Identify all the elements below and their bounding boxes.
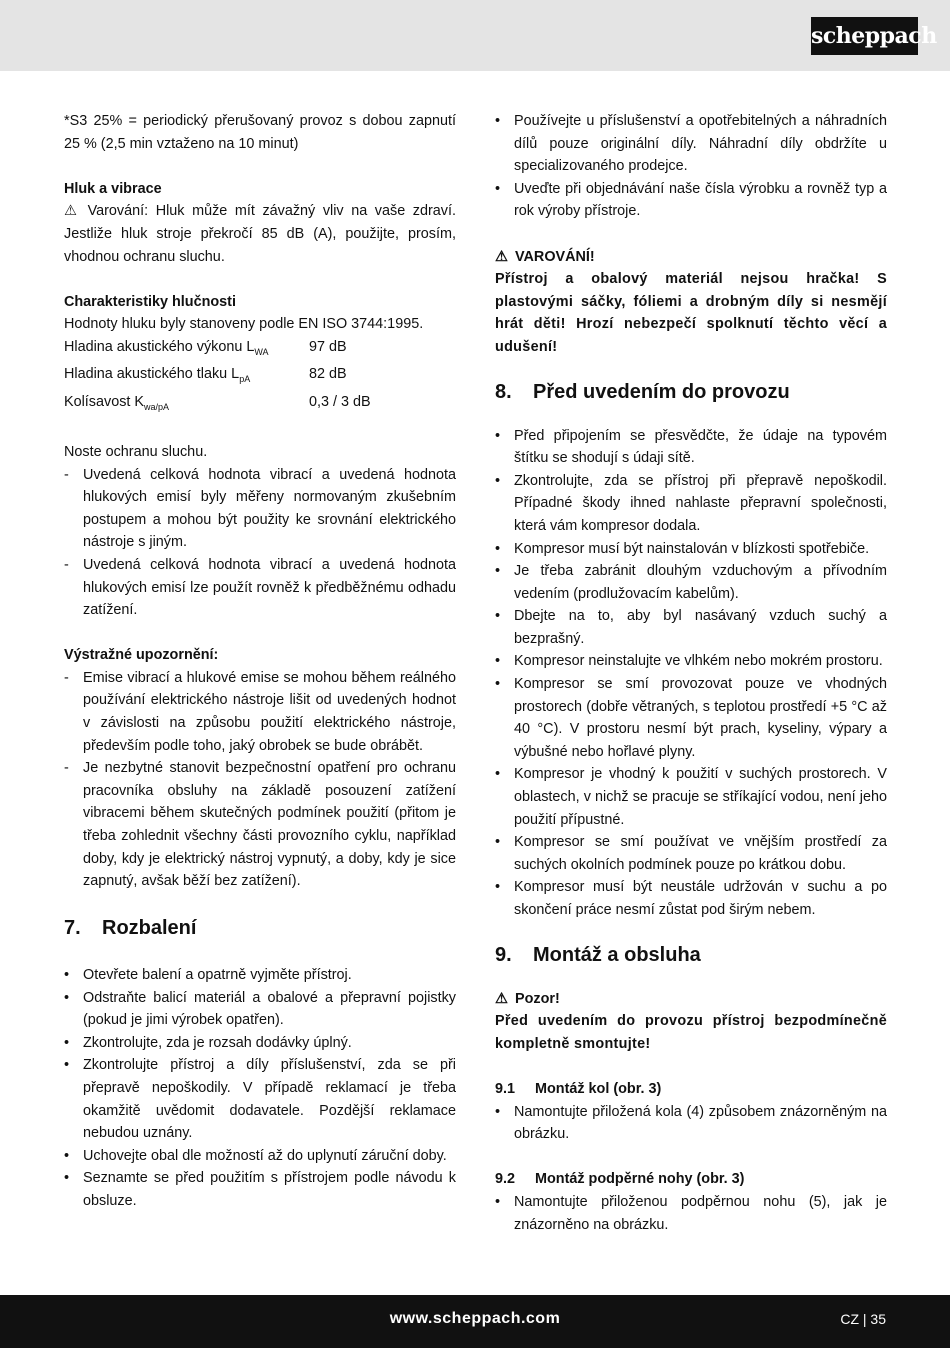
list-item <box>495 1191 887 1236</box>
bullet-icon: • <box>495 1103 501 1120</box>
support-foot-list <box>495 1191 887 1236</box>
list-item <box>495 110 887 178</box>
list-item <box>495 605 887 650</box>
bullet-icon: • <box>495 563 501 580</box>
footer-bar <box>0 1295 950 1348</box>
list-item <box>64 1054 456 1144</box>
noise-row <box>64 391 456 418</box>
list-item-text: Seznamte se před použitím s přístrojem podle návodu k obsluze. <box>83 1170 456 1209</box>
list-item-text: Používejte u příslušenství a opotřebitelných a náhradních dílů pouze originální díly. Náhradní díly obdržíte u specializovaného prodejce. <box>514 113 887 175</box>
list-item-text: Otevřete balení a opatrně vyjměte přístroj. <box>83 967 352 983</box>
bullet-icon: • <box>495 180 501 197</box>
warning-title: VAROVÁNÍ! <box>515 248 595 265</box>
list-item-text: Odstraňte balicí materiál a obalové a přepravní pojistky (pokud je jimi výrobek opatřen). <box>83 989 456 1029</box>
page-number: CZ | 35 <box>840 1311 886 1327</box>
bullet-icon: • <box>64 1147 70 1164</box>
list-item <box>495 763 887 831</box>
bullet-icon: • <box>64 1170 70 1187</box>
list-item <box>495 560 887 605</box>
bullet-icon: • <box>495 113 501 129</box>
list-item <box>495 1101 887 1146</box>
bullet-icon: • <box>64 1057 70 1074</box>
list-item <box>495 673 887 763</box>
list-item <box>495 650 887 673</box>
noise-value: 0,3 / 3 dB <box>309 393 371 410</box>
subsection-number: 9.1 <box>495 1080 516 1097</box>
caution-title: Pozor! <box>515 990 560 1007</box>
list-item-text: Kompresor se smí provozovat pouze ve vhodných prostorech (dobře větraných, s teplotou prostředí +5 °C až 40 °C). V prostoru nesmí být prach, kyseliny, výpary a výbušné nebo hořlavé plyny. <box>514 676 887 760</box>
dash-icon: - <box>64 760 69 777</box>
list-item-text: Dbejte na to, aby byl nasávaný vzduch suchý a bezprašný. <box>514 608 887 647</box>
list-item-text: Je třeba zabránit dlouhým vzduchovým a přívodním vedením (prodlužovacím kabelům). <box>514 563 887 602</box>
section-title: Před uvedením do provozu <box>533 380 790 403</box>
subsection-9-2-heading <box>495 1168 887 1191</box>
unpacking-list <box>64 964 456 1213</box>
list-item-text: Uvedená celková hodnota vibrací a uvedená hodnota hlukových emisí byly měřeny normovaným zkušebním postupem a mohou být použity ke srovnání elektrického nástroje s jiným. <box>83 466 456 551</box>
list-item-text: Emise vibrací a hlukové emise se mohou během reálného používání elektrického nástroje lišit od uvedených hodnot v závislosti na způsobu použití elektrického nástroje, především podle toho, jaký obrobek se bude obrábět. <box>83 669 456 754</box>
noise-row <box>64 363 456 390</box>
section-title: Rozbalení <box>102 917 197 940</box>
warning-triangle-icon: ⚠ <box>495 248 508 265</box>
list-item-text: Zkontrolujte, zda je rozsah dodávky úplný. <box>83 1034 352 1051</box>
list-item <box>64 1145 456 1168</box>
list-item-text: Uchovejte obal dle možností až do uplynutí záruční doby. <box>83 1147 447 1164</box>
left-column <box>64 110 456 1213</box>
list-item <box>64 464 456 554</box>
list-item-text: Uveďte při objednávání naše čísla výrobku a rovněž typ a rok výroby přístroje. <box>514 180 887 220</box>
section-8-heading <box>495 379 887 405</box>
section-number: 9. <box>495 943 512 966</box>
noise-characteristics-heading: Charakteristiky hlučnosti <box>64 293 236 310</box>
noise-warning-paragraph <box>64 200 456 268</box>
list-item <box>64 1167 456 1212</box>
list-item <box>64 757 456 893</box>
noise-standard: Hodnoty hluku byly stanoveny podle EN ISO 3744:1995. <box>64 316 424 333</box>
noise-label <box>64 363 309 390</box>
packaging-warning-text: Přístroj a obalový materiál nejsou hračka! S plastovými sáčky, fóliemi a drobným díly si nesmějí hrát děti! Hrozí nebezpečí spolknutí těchto věcí a udušení! <box>495 271 887 355</box>
list-item <box>495 831 887 876</box>
hearing-list <box>64 464 456 622</box>
noise-warning-text: Varování: Hluk může mít závažný vliv na vaše zdraví. Jestliže hluk stroje překročí 85 dB (A), použijte, prosím, vhodnou ochranu sluchu. <box>64 203 456 265</box>
list-item <box>495 425 887 470</box>
list-item <box>495 876 887 921</box>
noise-label-text: Hladina akustického výkonu L <box>64 338 255 355</box>
bullet-icon: • <box>495 540 501 557</box>
bullet-icon: • <box>495 834 501 851</box>
s3-note: *S3 25% = periodický přerušovaný provoz s dobou zapnutí 25 % (2,5 min vztaženo na 10 minut) <box>64 113 456 152</box>
bullet-icon: • <box>495 472 501 489</box>
subsection-title: Montáž kol (obr. 3) <box>535 1080 662 1097</box>
noise-label <box>64 391 309 418</box>
list-item <box>64 987 456 1032</box>
list-item-text: Namontujte přiložená kola (4) způsobem znázorněným na obrázku. <box>514 1103 887 1143</box>
wheel-assembly-list <box>495 1101 887 1146</box>
list-item-text: Namontujte přiloženou podpěrnou nohu (5), jak je znázorněno na obrázku. <box>514 1193 887 1233</box>
caution-heading <box>495 988 887 1011</box>
subsection-number: 9.2 <box>495 1171 516 1188</box>
noise-values-table <box>64 336 456 418</box>
noise-value: 82 dB <box>309 366 347 383</box>
list-item <box>495 178 887 223</box>
before-operation-list <box>495 425 887 922</box>
dash-icon: - <box>64 466 69 483</box>
dash-icon: - <box>64 669 69 686</box>
section-number: 7. <box>64 917 81 940</box>
warning-triangle-icon: ⚠ <box>495 990 508 1007</box>
spare-parts-list <box>495 110 887 223</box>
list-item <box>64 964 456 987</box>
subsection-title: Montáž podpěrné nohy (obr. 3) <box>535 1171 745 1188</box>
list-item-text: Uvedená celková hodnota vibrací a uvedená hodnota hlukových emisí lze použít rovněž k předběžnému odhadu zatížení. <box>83 556 456 619</box>
section-title: Montáž a obsluha <box>533 943 701 966</box>
list-item-text: Kompresor musí být neustále udržován v suchu a po skončení práce nesmí zůstat pod širým nebem. <box>514 879 887 918</box>
right-column <box>495 110 887 1236</box>
list-item <box>64 554 456 622</box>
list-item-text: Před připojením se přesvědčte, že údaje na typovém štítku se shodují s údaji sítě. <box>514 427 887 467</box>
list-item-text: Kompresor je vhodný k použití v suchých prostorech. V oblastech, v nichž se pracuje se stříkající vodou, není jeho použití přípustné. <box>514 766 887 828</box>
list-item <box>64 1032 456 1055</box>
dash-icon: - <box>64 556 69 573</box>
noise-label-text: Hladina akustického tlaku L <box>64 366 240 383</box>
list-item-text: Zkontrolujte, zda se přístroj při přepravě nepoškodil. Případné škody ihned nahlaste přepravní společnosti, která vám kompresor dodala. <box>514 472 887 534</box>
noise-label-subscript: WA <box>254 346 269 357</box>
list-item-text: Kompresor se smí používat ve vnějším prostředí za suchých okolních podmínek pouze po krátkou dobu. <box>514 834 887 873</box>
noise-value: 97 dB <box>309 338 347 355</box>
list-item-text: Kompresor neinstalujte ve vlhkém nebo mokrém prostoru. <box>514 653 883 670</box>
warning-triangle-icon: ⚠ <box>64 203 77 220</box>
bullet-icon: • <box>495 879 501 896</box>
noise-row <box>64 336 456 363</box>
list-item-text: Zkontrolujte přístroj a díly příslušenství, zda se při přepravě nepoškodily. V případě reklamací je třeba okamžitě uvědomit dodavatele. Pozdější reklamace nebudou uznány. <box>83 1057 456 1142</box>
list-item-text: Je nezbytné stanovit bezpečnostní opatření pro ochranu pracovníka obsluhy na základě posouzení zatížení vibracemi během skutečných podmínek použití (přitom je třeba zohlednit všechny části provozního cyklu, například doby, kdy je elektrický nástroj vypnutý, a doby, kdy je sice zapnutý, avšak běží bez zatížení). <box>83 760 456 890</box>
bullet-icon: • <box>64 967 70 983</box>
noise-heading: Hluk a vibrace <box>64 180 162 197</box>
hearing-protection-note: Noste ochranu sluchu. <box>64 443 208 460</box>
noise-label <box>64 336 309 363</box>
list-item <box>495 470 887 538</box>
section-7-heading <box>64 915 456 941</box>
bullet-icon: • <box>495 608 501 625</box>
warnings-heading: Výstražné upozornění: <box>64 647 219 664</box>
section-9-heading <box>495 942 887 968</box>
list-item <box>495 538 887 561</box>
bullet-icon: • <box>64 989 70 1006</box>
subsection-9-1-heading <box>495 1078 887 1101</box>
warnings-list <box>64 667 456 893</box>
noise-label-text: Kolísavost K <box>64 393 144 410</box>
noise-label-subscript: pA <box>239 374 251 385</box>
noise-label-subscript: wa/pA <box>144 401 170 412</box>
brand-logo: scheppach <box>811 17 918 55</box>
list-item-text: Kompresor musí být nainstalován v blízkosti spotřebiče. <box>514 540 870 557</box>
caution-text: Před uvedením do provozu přístroj bezpodmínečně kompletně smontujte! <box>495 1013 887 1052</box>
list-item <box>64 667 456 757</box>
website-link[interactable]: www.scheppach.com <box>389 1310 561 1327</box>
bullet-icon: • <box>495 766 501 783</box>
section-number: 8. <box>495 380 512 403</box>
bullet-icon: • <box>495 653 501 670</box>
bullet-icon: • <box>495 1193 501 1210</box>
header-bar <box>0 0 950 71</box>
bullet-icon: • <box>64 1034 70 1051</box>
bullet-icon: • <box>495 676 501 693</box>
warning-heading <box>495 246 887 269</box>
bullet-icon: • <box>495 427 501 444</box>
